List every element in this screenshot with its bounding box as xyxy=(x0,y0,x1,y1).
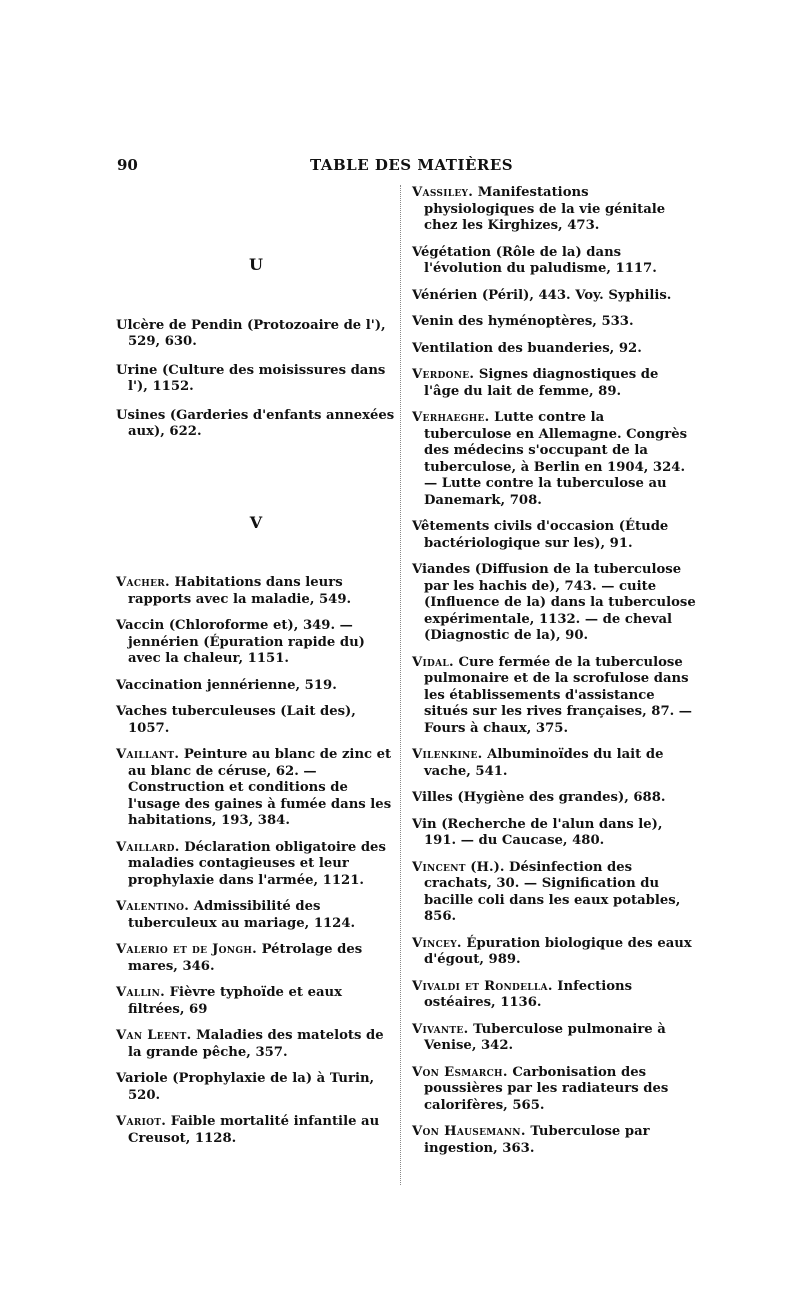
index-entry: Ulcère de Pendin (Protozoaire de l'), 529, 630. xyxy=(116,317,386,349)
index-entry xyxy=(116,942,396,975)
index-entry xyxy=(116,678,396,695)
index-entry: Usines (Garderies d'enfants annexées aux), 622. xyxy=(116,407,395,439)
entry-text: Maladies des matelots de la grande pêche, 357. xyxy=(128,1028,384,1060)
author-name: Vallin. xyxy=(116,985,165,1000)
entry-text: Manifestations physiologiques de la vie génitale chez les Kirghizes, 473. xyxy=(424,185,666,233)
index-entry xyxy=(412,1124,696,1157)
index-entry xyxy=(116,575,396,608)
index-entry xyxy=(116,1028,396,1061)
author-name: Verdone. xyxy=(412,367,475,382)
index-entry xyxy=(116,899,396,932)
index-entry xyxy=(412,936,696,969)
entry-text: Viandes (Diffusion de la tuberculose par les hachis de), 743. — cuite (Influence de la) dans la tuberculose expérimentale, 1132. — de cheval (Diagnostic de la), 90. xyxy=(412,562,696,643)
entry-text: Végétation (Rôle de la) dans l'évolution du paludisme, 1117. xyxy=(412,244,657,276)
index-entry xyxy=(412,1022,696,1055)
entry-text: Cure fermée de la tuberculose pulmonaire et de la scrofulose dans les établissements d'assistance situés sur les rives françaises, 87. — Fours à chaux, 375. xyxy=(424,654,692,736)
right-column xyxy=(412,185,696,1167)
entry-text: Vaches tuberculeuses (Lait des), 1057. xyxy=(116,704,356,736)
index-entry: Urine (Culture des moisissures dans l'), 1152. xyxy=(116,362,386,394)
left-column xyxy=(116,185,396,1157)
entry-text: Faible mortalité infantile au Creusot, 1128. xyxy=(128,1114,380,1146)
author-name: Von Esmarch. xyxy=(412,1064,508,1080)
index-entry xyxy=(116,1071,396,1104)
entry-text: Lutte contre la tuberculose en Allemagne. Congrès des médecins s'occupant de la tuberculose, à Berlin en 1904, 324. — Lutte contre la tuberculose au Danemark, 708. xyxy=(424,410,688,508)
index-entry xyxy=(412,245,696,278)
entry-text: Déclaration obligatoire des maladies contagieuses et leur prophylaxie dans l'armée, 1121. xyxy=(128,839,386,888)
author-name: Variot. xyxy=(116,1114,167,1129)
index-entry xyxy=(412,341,696,358)
index-entry xyxy=(116,985,396,1018)
entry-text: Vin (Recherche de l'alun dans le), 191. — du Caucase, 480. xyxy=(412,816,663,848)
author-name: Valentino. xyxy=(116,899,190,914)
running-title: TABLE DES MATIÈRES xyxy=(310,156,514,174)
author-name: Vivante. xyxy=(412,1021,469,1037)
section-letter-v: V xyxy=(249,512,263,532)
entry-text: Habitations dans leurs rapports avec la maladie, 549. xyxy=(128,575,352,607)
index-entry xyxy=(116,840,396,890)
index-entry xyxy=(412,314,696,331)
author-name: Van Leent. xyxy=(116,1028,192,1043)
entry-text: Variole (Prophylaxie de la) à Turin, 520. xyxy=(116,1071,375,1103)
author-name: Vilenkine. xyxy=(412,747,483,762)
entry-text: Carbonisation des poussières par les radiateurs des calorifères, 565. xyxy=(424,1064,669,1113)
entry-text: Peinture au blanc de zinc et au blanc de céruse, 62. — Construction et conditions de l'usage des gaines à fumée dans les habitations, 193, 384. xyxy=(128,747,392,828)
entry-text: Tuberculose pulmonaire à Venise, 342. xyxy=(424,1021,666,1053)
entry-text: Ventilation des buanderies, 92. xyxy=(412,340,642,356)
entry-text: Villes (Hygiène des grandes), 688. xyxy=(412,790,666,805)
index-entry xyxy=(412,562,696,645)
entry-text: Venin des hyménoptères, 533. xyxy=(412,314,634,329)
entry-text: Vaccin (Chloroforme et), 349. — jennérien (Épuration rapide du) avec la chaleur, 1151. xyxy=(116,618,365,666)
author-name: Vassiley. xyxy=(412,185,474,200)
entry-text: Infections ostéaires, 1136. xyxy=(424,978,633,1010)
entry-text: Pétrolage des mares, 346. xyxy=(128,942,363,974)
entry-text: Admissibilité des tuberculeux au mariage, 1124. xyxy=(128,899,356,931)
author-name: Verhaeghe. xyxy=(412,410,490,425)
index-entry xyxy=(412,979,696,1012)
author-name: Von Hausemann. xyxy=(412,1124,526,1139)
v-entries-list xyxy=(116,575,396,1147)
author-name: Vaillard. xyxy=(116,839,180,855)
index-entry xyxy=(412,1065,696,1115)
index-entry xyxy=(412,747,696,780)
index-entry xyxy=(116,747,396,830)
index-entry xyxy=(116,618,396,668)
entry-text: (H.). Désinfection des crachats, 30. — Signification du bacille coli dans les eaux potables, 856. xyxy=(424,859,681,924)
index-entry xyxy=(412,185,696,235)
index-entry xyxy=(412,860,696,926)
column-divider xyxy=(400,185,401,1185)
page-header xyxy=(0,156,800,180)
entry-text: Vaccination jennérienne, 519. xyxy=(116,677,337,693)
author-name: Vincey. xyxy=(412,935,462,951)
index-entry xyxy=(412,410,696,509)
entry-text: Tuberculose par ingestion, 363. xyxy=(424,1124,650,1156)
right-entries-list xyxy=(412,185,696,1157)
index-entry xyxy=(412,288,696,305)
index-entry xyxy=(412,655,696,738)
entry-text: Vénérien (Péril), 443. Voy. Syphilis. xyxy=(412,287,672,303)
page-number: 90 xyxy=(117,156,138,174)
author-name: Vaillant. xyxy=(116,747,180,762)
author-name: Vacher. xyxy=(116,575,170,590)
author-name: Vivaldi et Rondella. xyxy=(412,978,553,994)
author-name: Valerio et de Jongh. xyxy=(116,942,258,957)
index-entry xyxy=(412,817,696,850)
entry-text: Signes diagnostiques de l'âge du lait de femme, 89. xyxy=(424,367,659,399)
entry-text: Épuration biologique des eaux d'égout, 989. xyxy=(424,935,692,967)
entry-text: Fièvre typhoïde et eaux filtrées, 69 xyxy=(128,985,342,1017)
index-entry xyxy=(116,704,396,737)
index-entry xyxy=(116,1114,396,1147)
author-name: Vidal. xyxy=(412,654,454,670)
entry-text: Vêtements civils d'occasion (Étude bactériologique sur les), 91. xyxy=(412,519,669,551)
index-entry xyxy=(412,367,696,400)
section-letter-u: U xyxy=(249,255,263,274)
entry-text: Albuminoïdes du lait de vache, 541. xyxy=(424,747,664,779)
index-entry xyxy=(412,519,696,552)
index-entry xyxy=(412,790,696,807)
author-name: Vincent xyxy=(412,859,466,875)
